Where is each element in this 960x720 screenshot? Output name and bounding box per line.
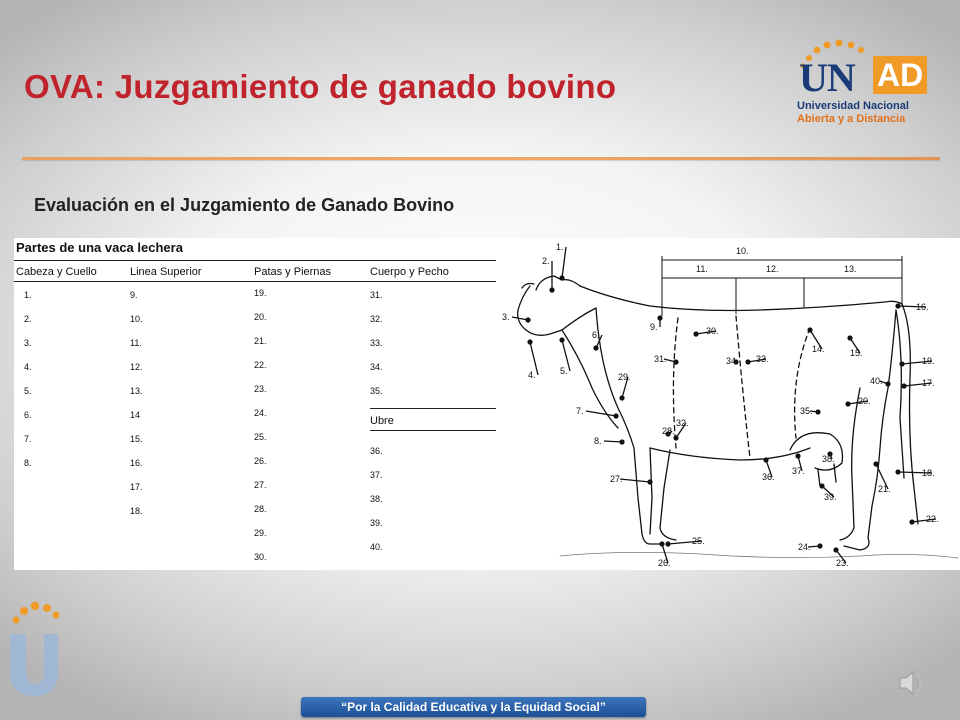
cow-part-label: 2. <box>542 256 550 266</box>
table-cell-col2: 10. <box>130 314 143 324</box>
col-header-linea: Linea Superior <box>130 266 202 278</box>
cow-pointer-dot <box>895 469 900 474</box>
slide-subtitle: Evaluación en el Juzgamiento de Ganado Bovino <box>34 195 455 215</box>
table-cell-col2: 16. <box>130 458 143 468</box>
cow-pointer-line <box>620 479 650 482</box>
cow-part-label: 17. <box>922 378 935 388</box>
table-cell-col1: 2. <box>24 314 32 324</box>
cow-pointer-dot <box>807 327 812 332</box>
cow-pointer-dot <box>657 315 662 320</box>
ubre-header: Ubre <box>370 415 394 427</box>
table-cell-col2: 17. <box>130 482 143 492</box>
cow-pointer-dot <box>899 361 904 366</box>
col-header-cabeza: Cabeza y Cuello <box>16 266 97 278</box>
logo-un-letters: UN <box>799 55 855 100</box>
table-cell-col3: 20. <box>254 312 267 322</box>
col-header-patas: Patas y Piernas <box>254 266 332 278</box>
cow-part-label: 14. <box>812 344 825 354</box>
table-cell-col2: 9. <box>130 290 138 300</box>
cow-part-label: 23. <box>836 558 849 568</box>
cow-part-label: 25. <box>692 536 705 546</box>
table-cell-col2: 12. <box>130 362 143 372</box>
cow-part-label: 27. <box>610 474 623 484</box>
cow-part-label: 38. <box>822 454 835 464</box>
table-cell-col3: 28. <box>254 504 267 514</box>
cow-pointer-dot <box>795 453 800 458</box>
cow-part-label: 18. <box>922 468 935 478</box>
parts-table <box>14 238 496 570</box>
cow-pointer-line <box>604 441 622 442</box>
cow-label-group <box>502 242 939 568</box>
cow-part-label: 32. <box>676 418 689 428</box>
unad-logo <box>795 38 935 128</box>
cow-part-label: 10. <box>736 246 749 256</box>
cow-pointer-dot <box>909 519 914 524</box>
table-cell-col1: 4. <box>24 362 32 372</box>
cow-part-label: 31. <box>654 354 667 364</box>
cow-pointer-line <box>586 411 616 416</box>
speaker-icon[interactable] <box>898 668 924 698</box>
table-cell-col4: 32. <box>370 314 383 324</box>
cow-pointer-dot <box>693 331 698 336</box>
cow-pointer-dot <box>885 381 890 386</box>
cow-pointer-dot <box>745 359 750 364</box>
cow-part-label: 35. <box>800 406 813 416</box>
table-cell-col3: 19. <box>254 288 267 298</box>
table-cell-col3: 29. <box>254 528 267 538</box>
table-cell-col5: 37. <box>370 470 383 480</box>
cow-pointer-dot <box>593 345 598 350</box>
table-cell-col3: 30. <box>254 552 267 562</box>
cow-part-label: 15. <box>850 348 863 358</box>
cow-pointer-dot <box>559 337 564 342</box>
cow-pointer-dot <box>815 409 820 414</box>
cow-part-label: 4. <box>528 370 536 380</box>
cow-part-label: 30. <box>706 326 719 336</box>
cow-part-label: 7. <box>576 406 584 416</box>
cow-pointer-dot <box>647 479 652 484</box>
table-cell-col2: 15. <box>130 434 143 444</box>
cow-pointer-dot <box>763 457 768 462</box>
table-cell-col2: 18. <box>130 506 143 516</box>
cow-part-label: 21. <box>878 484 891 494</box>
cow-pointer-dot <box>845 401 850 406</box>
cow-part-label: 12. <box>766 264 779 274</box>
cow-part-label: 5. <box>560 366 568 376</box>
logo-ad-letters: AD <box>873 56 927 94</box>
cow-pointer-dot <box>527 339 532 344</box>
cow-pointer-dot <box>673 359 678 364</box>
cow-part-label: 37. <box>792 466 805 476</box>
cow-diagram <box>500 238 960 570</box>
cow-part-label: 36. <box>762 472 775 482</box>
cow-pointer-dot <box>817 543 822 548</box>
cow-part-label: 39. <box>824 492 837 502</box>
table-cell-col4: 35. <box>370 386 383 396</box>
cow-pointer-dot <box>847 335 852 340</box>
cow-pointer-dot <box>619 439 624 444</box>
dairy-cow-figure <box>14 238 960 570</box>
table-cell-col3: 21. <box>254 336 267 346</box>
table-cell-col5: 38. <box>370 494 383 504</box>
cow-part-label: 26. <box>658 558 671 568</box>
table-cell-col2: 14 <box>130 410 141 420</box>
logo-line-2: Abierta y a Distancia <box>797 113 906 125</box>
cow-pointer-dot <box>549 287 554 292</box>
cow-part-label: 22. <box>926 514 939 524</box>
title-rule <box>22 157 940 160</box>
logo-line-1: Universidad Nacional <box>797 100 909 112</box>
cow-part-label: 20. <box>858 396 871 406</box>
table-cell-col2: 11. <box>130 338 142 348</box>
cow-part-label: 3. <box>502 312 510 322</box>
table-cell-col4: 34. <box>370 362 383 372</box>
cow-pointer-dot <box>525 317 530 322</box>
cow-part-label: 29. <box>618 372 631 382</box>
table-header-line <box>14 281 496 282</box>
cow-part-label: 34. <box>726 356 739 366</box>
cow-pointer-dot <box>873 461 878 466</box>
table-cell-col5: 36. <box>370 446 383 456</box>
table-cell-col1: 7. <box>24 434 32 444</box>
cow-pointer-dot <box>613 413 618 418</box>
table-cell-col3: 24. <box>254 408 267 418</box>
cow-pointer-dot <box>673 435 678 440</box>
table-cell-col3: 22. <box>254 360 267 370</box>
slide-title: OVA: Juzgamiento de ganado bovino <box>24 68 617 105</box>
table-top-line <box>14 260 496 261</box>
cow-pointer-dot <box>619 395 624 400</box>
col-header-cuerpo: Cuerpo y Pecho <box>370 266 449 278</box>
table-cell-col4: 33. <box>370 338 383 348</box>
table-cell-col1: 8. <box>24 458 32 468</box>
cow-part-label: 33. <box>756 354 769 364</box>
cow-pointer-dot <box>559 275 564 280</box>
unad-u-icon <box>4 600 64 700</box>
cow-part-label: 19. <box>922 356 935 366</box>
cow-pointer-dot <box>833 547 838 552</box>
cow-part-label: 13. <box>844 264 857 274</box>
table-cell-col4: 31. <box>370 290 383 300</box>
cow-pointer-dot <box>659 541 664 546</box>
cow-part-label: 16. <box>916 302 929 312</box>
cow-part-label: 6. <box>592 330 600 340</box>
ubre-top-line <box>370 408 496 409</box>
table-cell-col5: 39. <box>370 518 383 528</box>
cow-pointer-dot <box>901 383 906 388</box>
table-cell-col1: 5. <box>24 386 32 396</box>
table-cell-col1: 3. <box>24 338 32 348</box>
table-cell-col3: 26. <box>254 456 267 466</box>
table-cell-col3: 23. <box>254 384 267 394</box>
ubre-bottom-line <box>370 430 496 431</box>
table-cell-col1: 6. <box>24 410 32 420</box>
cow-part-label: 1. <box>556 242 564 252</box>
table-cell-col1: 1. <box>24 290 32 300</box>
cow-part-label: 28. <box>662 426 675 436</box>
cow-pointer-dot <box>819 483 824 488</box>
cow-pointer-dot <box>665 541 670 546</box>
cow-pointer-dot <box>895 303 900 308</box>
table-title: Partes de una vaca lechera <box>16 240 183 255</box>
cow-part-label: 11. <box>696 264 708 274</box>
cow-part-label: 40. <box>870 376 883 386</box>
cow-part-label: 8. <box>594 436 602 446</box>
table-cell-col3: 27. <box>254 480 267 490</box>
cow-part-label: 24. <box>798 542 811 552</box>
table-cell-col5: 40. <box>370 542 383 552</box>
table-cell-col3: 25. <box>254 432 267 442</box>
table-cell-col2: 13. <box>130 386 143 396</box>
footer-banner: “Por la Calidad Educativa y la Equidad Social” <box>301 697 646 717</box>
cow-part-label: 9. <box>650 322 658 332</box>
